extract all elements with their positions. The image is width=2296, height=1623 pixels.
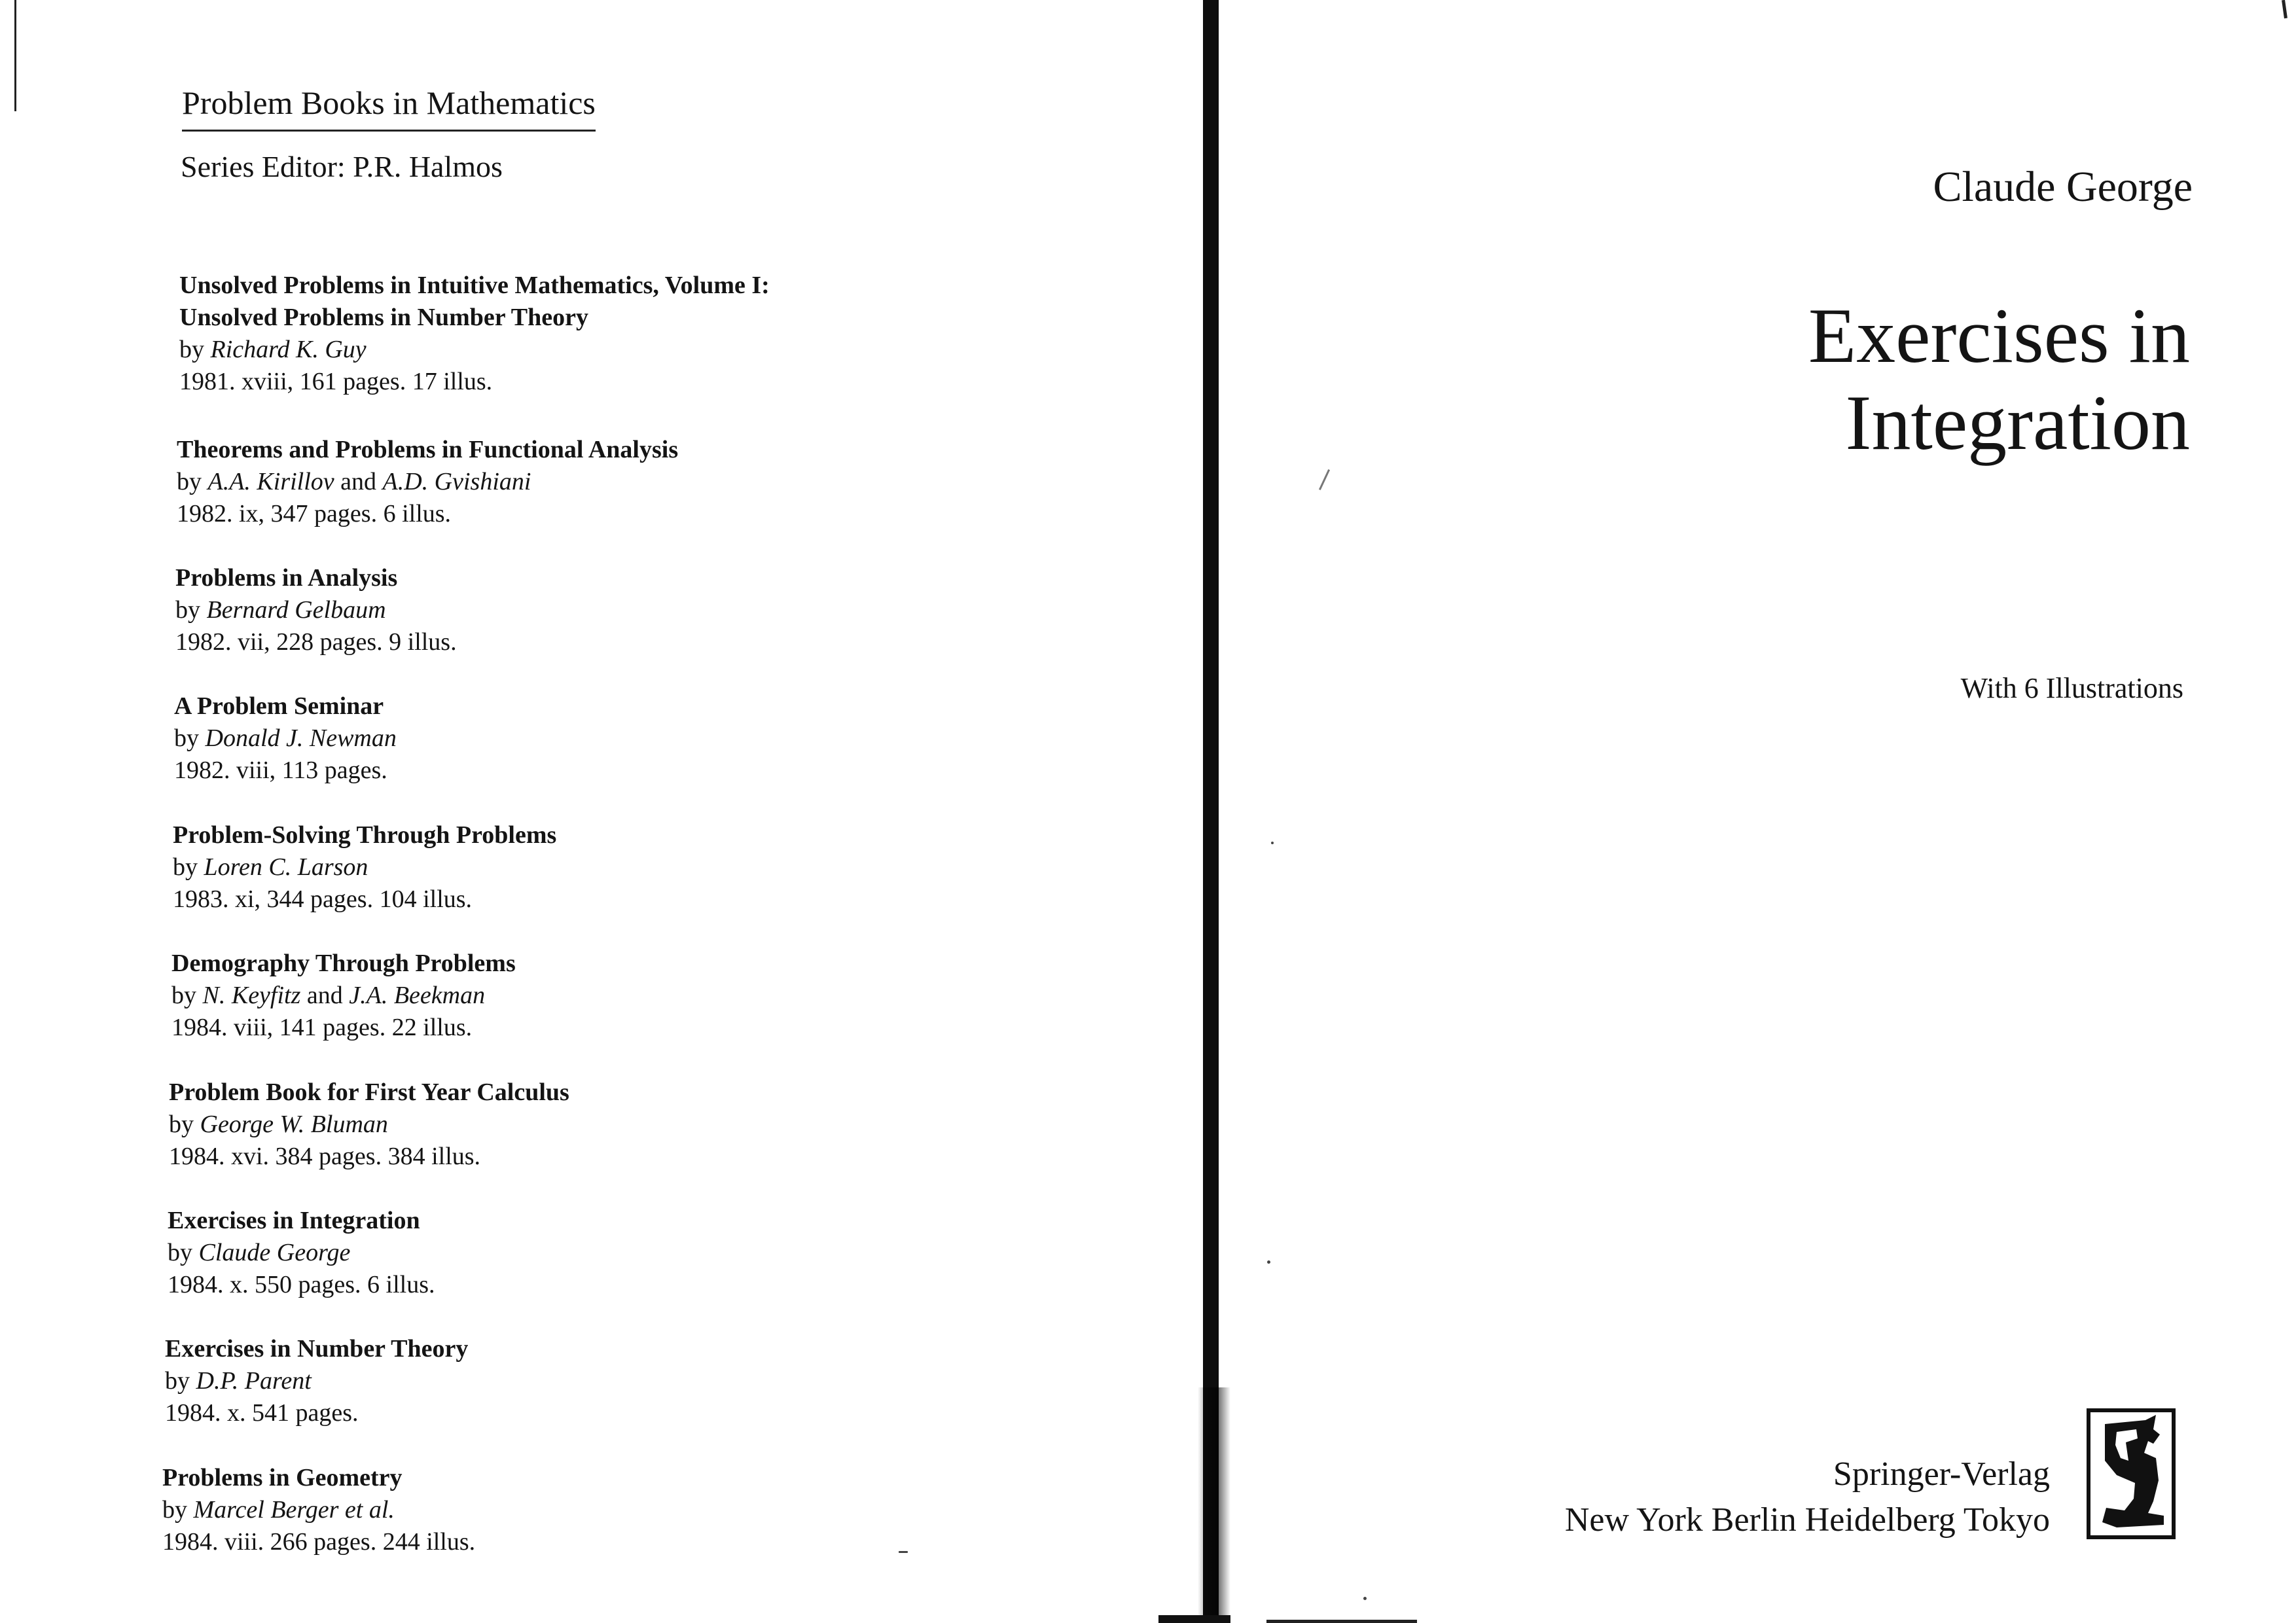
- book-author-line: [168, 1237, 435, 1269]
- book-title: Demography Through Problems: [171, 950, 516, 977]
- and-label: and: [340, 468, 377, 495]
- series-editor: Series Editor: P.R. Halmos: [181, 150, 503, 183]
- book-author: Richard K. Guy: [210, 336, 367, 363]
- scan-bottom-line: [1266, 1620, 1417, 1623]
- book-author: Donald J. Newman: [205, 724, 397, 752]
- book-author: D.P. Parent: [196, 1367, 312, 1395]
- book-author: N. Keyfitz: [202, 982, 301, 1009]
- book-details: 1983. xi, 344 pages. 104 illus.: [173, 885, 473, 913]
- book-title: Unsolved Problems in Intuitive Mathematics, Volume I:: [179, 272, 770, 299]
- book-details: 1982. viii, 113 pages.: [174, 757, 387, 784]
- book-author-line: [177, 466, 678, 498]
- list-item: [174, 690, 397, 787]
- book-details: 1981. xviii, 161 pages. 17 illus.: [179, 368, 493, 395]
- book-author-line: [162, 1494, 475, 1526]
- book-details: 1984. viii, 141 pages. 22 illus.: [171, 1014, 473, 1041]
- by-label: by: [168, 1239, 192, 1266]
- list-item: [168, 1205, 435, 1301]
- book-details: 1984. viii. 266 pages. 244 illus.: [162, 1528, 476, 1556]
- list-item: [162, 1462, 475, 1558]
- book-author-2: J.A. Beekman: [349, 982, 486, 1009]
- book-author: Loren C. Larson: [204, 853, 368, 881]
- book-subtitle: Unsolved Problems in Number Theory: [179, 304, 588, 331]
- publisher-block: [1565, 1452, 2050, 1543]
- book-details: 1984. xvi. 384 pages. 384 illus.: [169, 1143, 481, 1170]
- list-item: [169, 1077, 569, 1173]
- book-title: Problem Book for First Year Calculus: [169, 1079, 569, 1106]
- book-author-line: [175, 594, 457, 626]
- book-details: 1984. x. 550 pages. 6 illus.: [168, 1271, 435, 1298]
- book-author-line: [174, 722, 397, 755]
- publisher-name: Springer-Verlag: [1833, 1455, 2050, 1493]
- book-author-name: Claude George: [1933, 163, 2193, 211]
- book-title: Theorems and Problems in Functional Analysis: [177, 436, 679, 463]
- book-author-line: [179, 334, 770, 366]
- list-item: [171, 948, 516, 1044]
- book-author: A.A. Kirillov: [207, 468, 334, 495]
- book-author-2: A.D. Gvishiani: [382, 468, 531, 495]
- by-label: by: [175, 596, 200, 624]
- scan-bottom-bar: [1158, 1615, 1230, 1623]
- and-label: and: [306, 982, 343, 1009]
- by-label: by: [177, 468, 202, 495]
- book-author-line: [173, 851, 556, 883]
- scan-speck: [1267, 1260, 1270, 1264]
- list-item: [175, 562, 457, 658]
- series-title: Problem Books in Mathematics: [182, 84, 596, 132]
- springer-horse-logo-icon: [2087, 1408, 2176, 1539]
- book-gutter: [1203, 0, 1219, 1623]
- book-title: Exercises in Integration: [168, 1207, 420, 1234]
- book-author: Bernard Gelbaum: [206, 596, 386, 624]
- book-main-title: [1808, 292, 2190, 466]
- by-label: by: [165, 1367, 190, 1395]
- scan-edge-left: [14, 0, 16, 111]
- gutter-shadow: [1198, 1387, 1230, 1623]
- by-label: by: [174, 724, 199, 752]
- book-title-line-2: Integration: [1845, 379, 2190, 466]
- book-title: Problems in Analysis: [175, 564, 398, 592]
- scan-corner-mark: [2282, 0, 2287, 18]
- list-item: [179, 270, 770, 398]
- scan-speck: [899, 1551, 908, 1553]
- scan-speck: [1363, 1597, 1367, 1600]
- publisher-cities: New York Berlin Heidelberg Tokyo: [1564, 1501, 2050, 1539]
- book-author: Marcel Berger et al.: [193, 1496, 395, 1524]
- book-author: George W. Bluman: [200, 1111, 388, 1138]
- list-item: [177, 434, 678, 530]
- book-title: Problem-Solving Through Problems: [173, 821, 557, 849]
- list-item: [173, 819, 556, 916]
- book-details: 1982. vii, 228 pages. 9 illus.: [175, 628, 457, 656]
- book-title-line-1: Exercises in: [1808, 292, 2190, 379]
- book-author-line: [169, 1109, 569, 1141]
- by-label: by: [171, 982, 196, 1009]
- scan-stroke: [1319, 469, 1330, 490]
- book-title: Exercises in Number Theory: [165, 1335, 469, 1363]
- book-author-line: [165, 1365, 468, 1397]
- by-label: by: [173, 853, 198, 881]
- by-label: by: [162, 1496, 187, 1524]
- book-author-line: [171, 980, 516, 1012]
- book-author: Claude George: [198, 1239, 351, 1266]
- illustrations-note: With 6 Illustrations: [1960, 672, 2183, 704]
- list-item: [165, 1333, 468, 1429]
- by-label: by: [169, 1111, 194, 1138]
- scan-speck: [1271, 842, 1274, 844]
- book-details: 1984. x. 541 pages.: [165, 1399, 359, 1427]
- by-label: by: [179, 336, 204, 363]
- book-title: Problems in Geometry: [162, 1464, 403, 1491]
- book-title: A Problem Seminar: [174, 692, 384, 720]
- book-details: 1982. ix, 347 pages. 6 illus.: [177, 500, 452, 527]
